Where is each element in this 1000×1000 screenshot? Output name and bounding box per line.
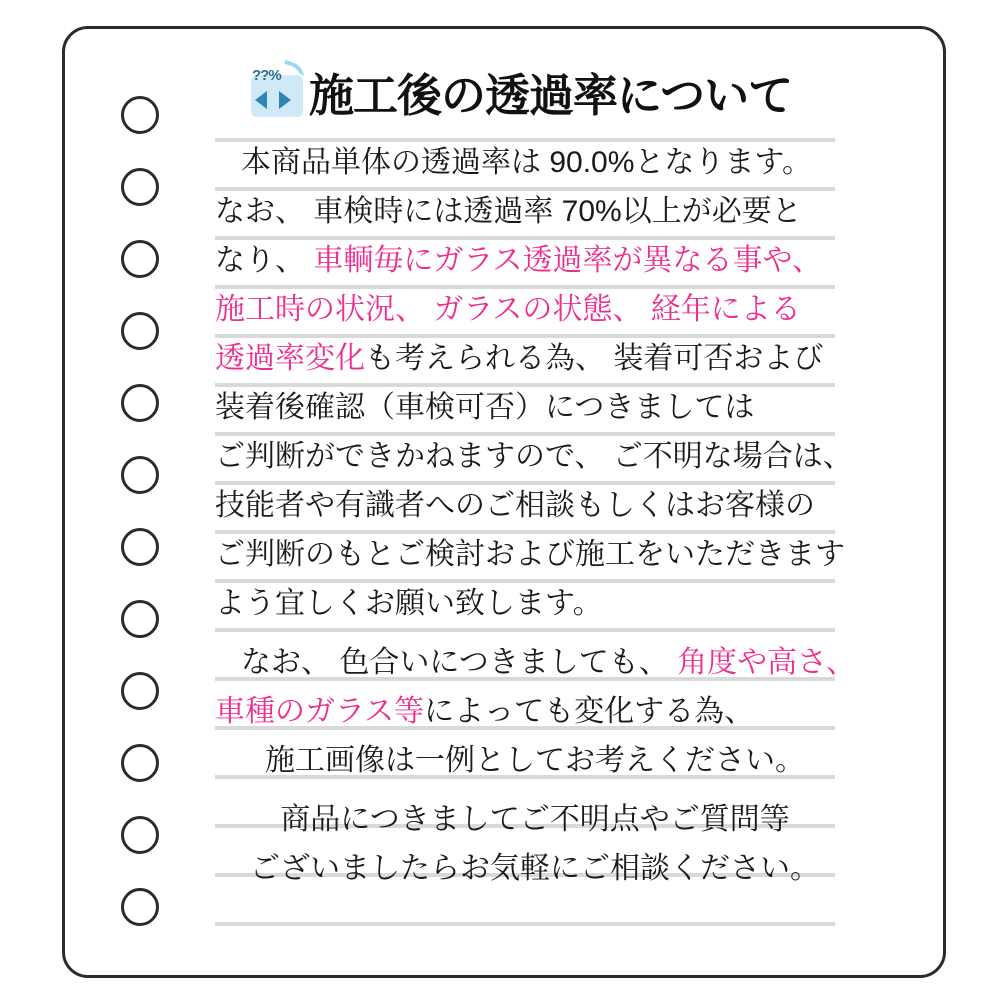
text-line [215, 638, 855, 687]
transmittance-question-icon [243, 63, 303, 119]
text-line [215, 687, 855, 736]
text-line [215, 844, 855, 893]
body-text-span: ご判断ができかねますので、 ご不明な場合は、 [215, 440, 853, 473]
punch-hole [121, 528, 159, 566]
highlight-text: 車種のガラス等 [215, 695, 425, 728]
body-text-span: 商品につきましてご不明点やご質問等 [280, 803, 790, 836]
body-text-span: ご判断のもとご検討および施工をいただきます [215, 538, 845, 571]
body-text-span: 施工画像は一例としてお考えください。 [265, 744, 805, 777]
page-title: 施工後の透過率について [309, 69, 793, 121]
text-line [215, 285, 855, 334]
text-line [215, 481, 855, 530]
text-line [215, 334, 855, 383]
paragraph-gap [215, 785, 855, 795]
punch-hole [121, 168, 159, 206]
highlight-text: 透過率変化 [215, 342, 365, 375]
note-content [215, 52, 855, 932]
text-line [215, 579, 855, 628]
punch-hole [121, 240, 159, 278]
icon-percent-label: ??% [252, 67, 281, 84]
body-text-span: 技能者や有識者へのご相談もしくはお客様の [215, 489, 815, 522]
punch-hole [121, 816, 159, 854]
body-text-span: によっても変化する為、 [424, 695, 755, 728]
body-text-span: 本商品単体の透過率は 90.0%となります。 [241, 146, 812, 179]
text-line [215, 236, 855, 285]
body-text-span: なり、 [215, 244, 314, 277]
punch-hole [121, 312, 159, 350]
punch-hole [121, 384, 159, 422]
punch-hole [121, 456, 159, 494]
body-text-span: も考えられる為、 装着可否および [365, 342, 824, 375]
arrow-left-icon [255, 91, 267, 109]
paragraph-gap [215, 628, 855, 638]
text-line [215, 795, 855, 844]
title-row [243, 52, 855, 130]
body-text-span: 装着後確認（車検可否）につきましては [215, 391, 755, 424]
text-line [215, 432, 855, 481]
highlight-text: 施工時の状況、 ガラスの状態、 経年による [215, 293, 801, 326]
text-line [215, 530, 855, 579]
punch-hole [121, 744, 159, 782]
text-line [215, 736, 855, 785]
body-text-span: ございましたらお気軽にご相談ください。 [250, 852, 820, 885]
arrow-right-icon [279, 91, 291, 109]
body-text-span: なお、 色合いにつきましても、 [241, 646, 678, 679]
highlight-text: 角度や高さ、 [677, 646, 856, 679]
punch-hole [121, 888, 159, 926]
body-text-span: よう宜しくお願い致します。 [215, 587, 603, 620]
body-text [215, 138, 855, 893]
body-text-span: なお、 車検時には透過率 70%以上が必要と [215, 195, 802, 228]
punch-hole-column [100, 96, 180, 926]
punch-hole [121, 672, 159, 710]
punch-hole [121, 96, 159, 134]
text-line [215, 383, 855, 432]
highlight-text: 車輌毎にガラス透過率が異なる事や、 [313, 244, 822, 277]
text-line [215, 138, 855, 187]
punch-hole [121, 600, 159, 638]
text-line [215, 187, 855, 236]
